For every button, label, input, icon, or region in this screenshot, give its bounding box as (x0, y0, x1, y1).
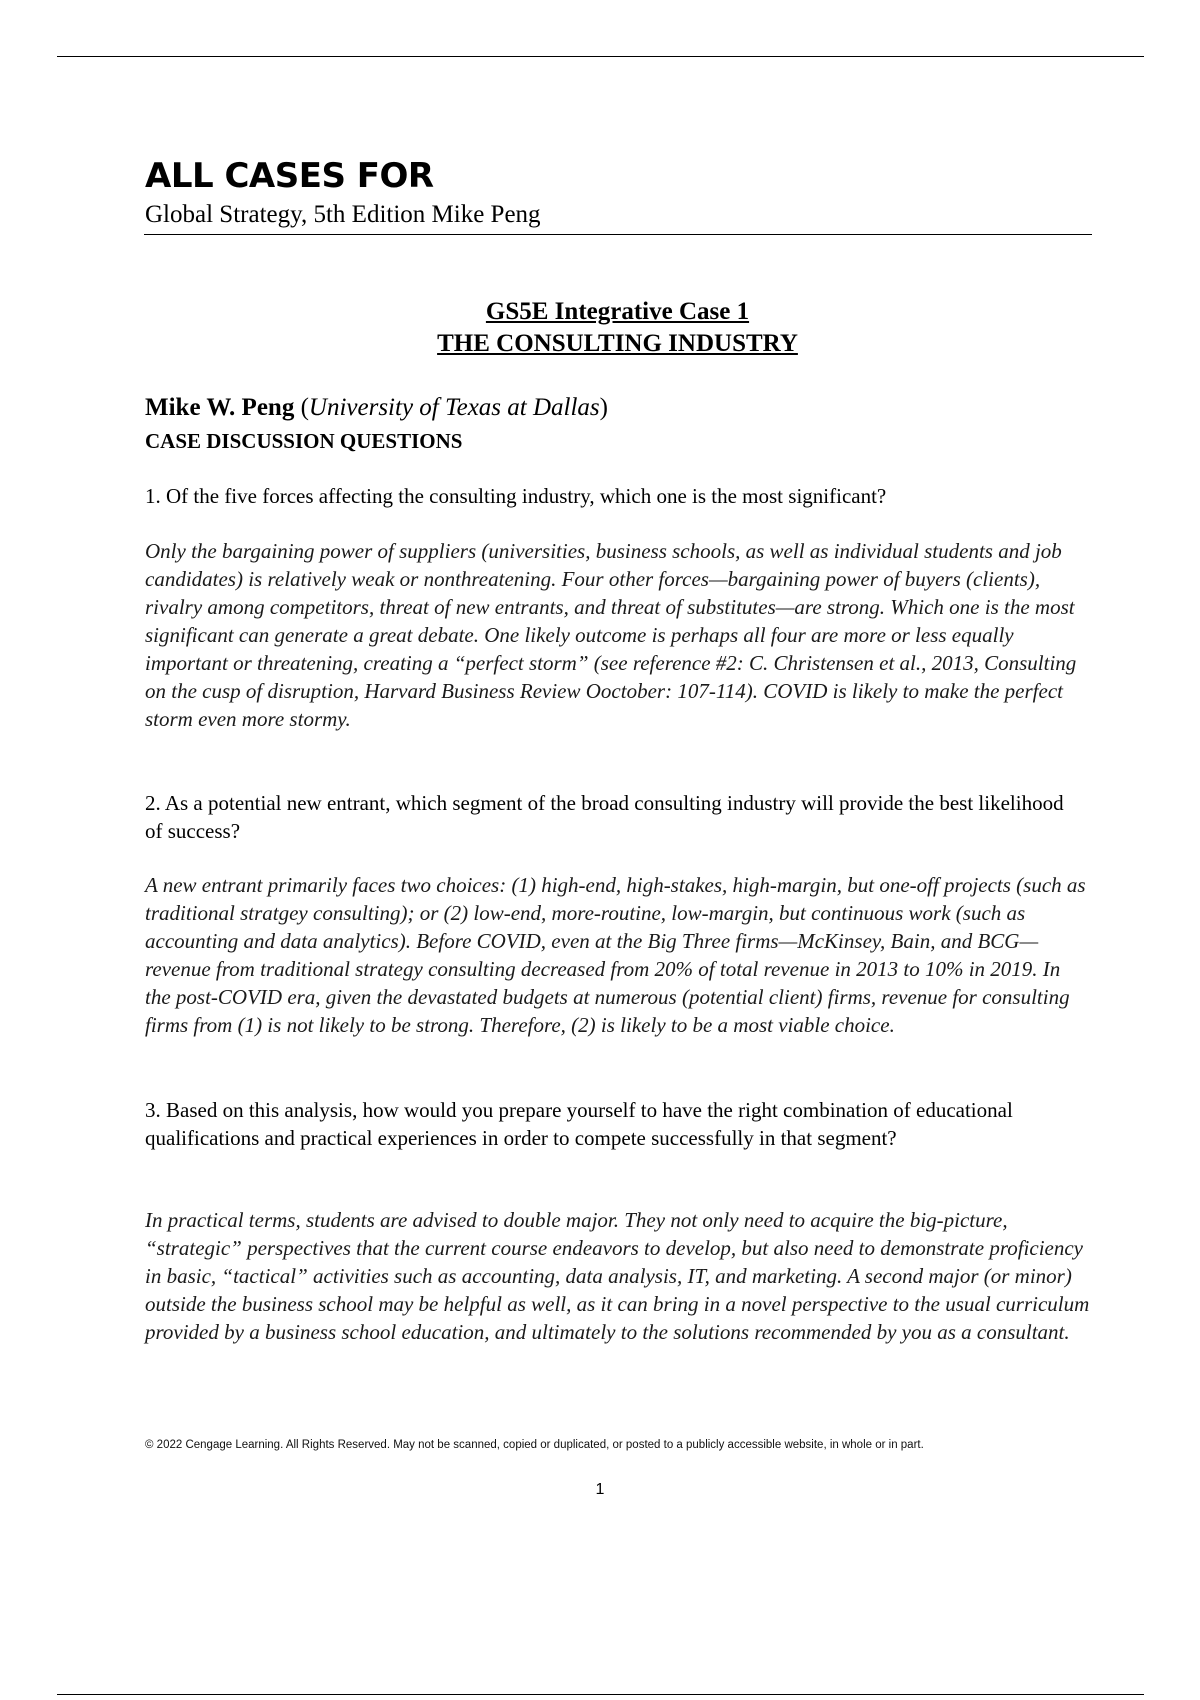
case-title-heading: THE CONSULTING INDUSTRY (437, 330, 798, 357)
question-1: 1. Of the five forces affecting the consulting industry, which one is the most significant? (145, 484, 887, 508)
question-3: 3. Based on this analysis, how would you prepare yourself to have the right combination of educational qualifications and practical experiences in order to compete successfully in that segment? (145, 1098, 1013, 1150)
subtitle-rule (144, 234, 1092, 235)
section-label: CASE DISCUSSION QUESTIONS (145, 429, 463, 453)
top-rule (57, 56, 1144, 57)
answer-3: In practical terms, students are advised to double major. They not only need to acquire the big-picture, “strategic” perspectives that the current course endeavors to develop, but also need to demonstrate proficiency in basic, “tactical” activities such as accounting, data analysis, IT, and marketing. A second major (or minor) outside the business school may be helpful as well, as it can bring in a novel perspective to the usual curriculum provided by a business school education, and ultimately to the solutions recommended by you as a consultant. (145, 1208, 1090, 1344)
affiliation-close-paren: ) (599, 394, 608, 421)
page-number: 1 (595, 1481, 605, 1498)
document-title: ALL CASES FOR (145, 156, 434, 196)
case-number-heading: GS5E Integrative Case 1 (485, 298, 750, 325)
bottom-rule (57, 1694, 1144, 1695)
author-affiliation: University of Texas at Dallas (308, 394, 600, 421)
author-name: Mike W. Peng (145, 394, 295, 421)
affiliation-open-paren: ( (294, 394, 309, 421)
answer-2: A new entrant primarily faces two choices: (1) high-end, high-stakes, high-margin, but one-off projects (such as traditional stratgey consulting); or (2) low-end, more-routine, low-margin, but continuous work (such as accounting and data analytics). Before COVID, even at the Big Three firms—McKinsey, Bain, and BCG—revenue from traditional strategy consulting decreased from 20% of total revenue in 2013 to 10% in 2019. In the post-COVID era, given the devastated budgets at numerous (potential client) firms, revenue for consulting firms from (1) is not likely to be strong. Therefore, (2) is likely to be a most viable choice. (145, 873, 1086, 1037)
document-subtitle: Global Strategy, 5th Edition Mike Peng (145, 201, 541, 228)
question-2: 2. As a potential new entrant, which segment of the broad consulting industry will provide the best likelihood of success? (145, 791, 1064, 843)
copyright-notice: © 2022 Cengage Learning. All Rights Reserved. May not be scanned, copied or duplicated, or posted to a publicly accessible website, in whole or in part. (145, 1439, 924, 1451)
author-line (145, 393, 608, 423)
answer-1: Only the bargaining power of suppliers (universities, business schools, as well as individual students and job candidates) is relatively weak or nonthreatening. Four other forces—bargaining power of buyers (clients), rivalry among competitors, threat of new entrants, and threat of substitutes—are strong. Which one is the most significant can generate a great debate. One likely outcome is perhaps all four are more or less equally important or threatening, creating a “perfect storm” (see reference #2: C. Christensen et al., 2013, Consulting on the cusp of disruption, Harvard Business Review Ooctober: 107-114). COVID is likely to make the perfect storm even more stormy. (145, 539, 1077, 731)
